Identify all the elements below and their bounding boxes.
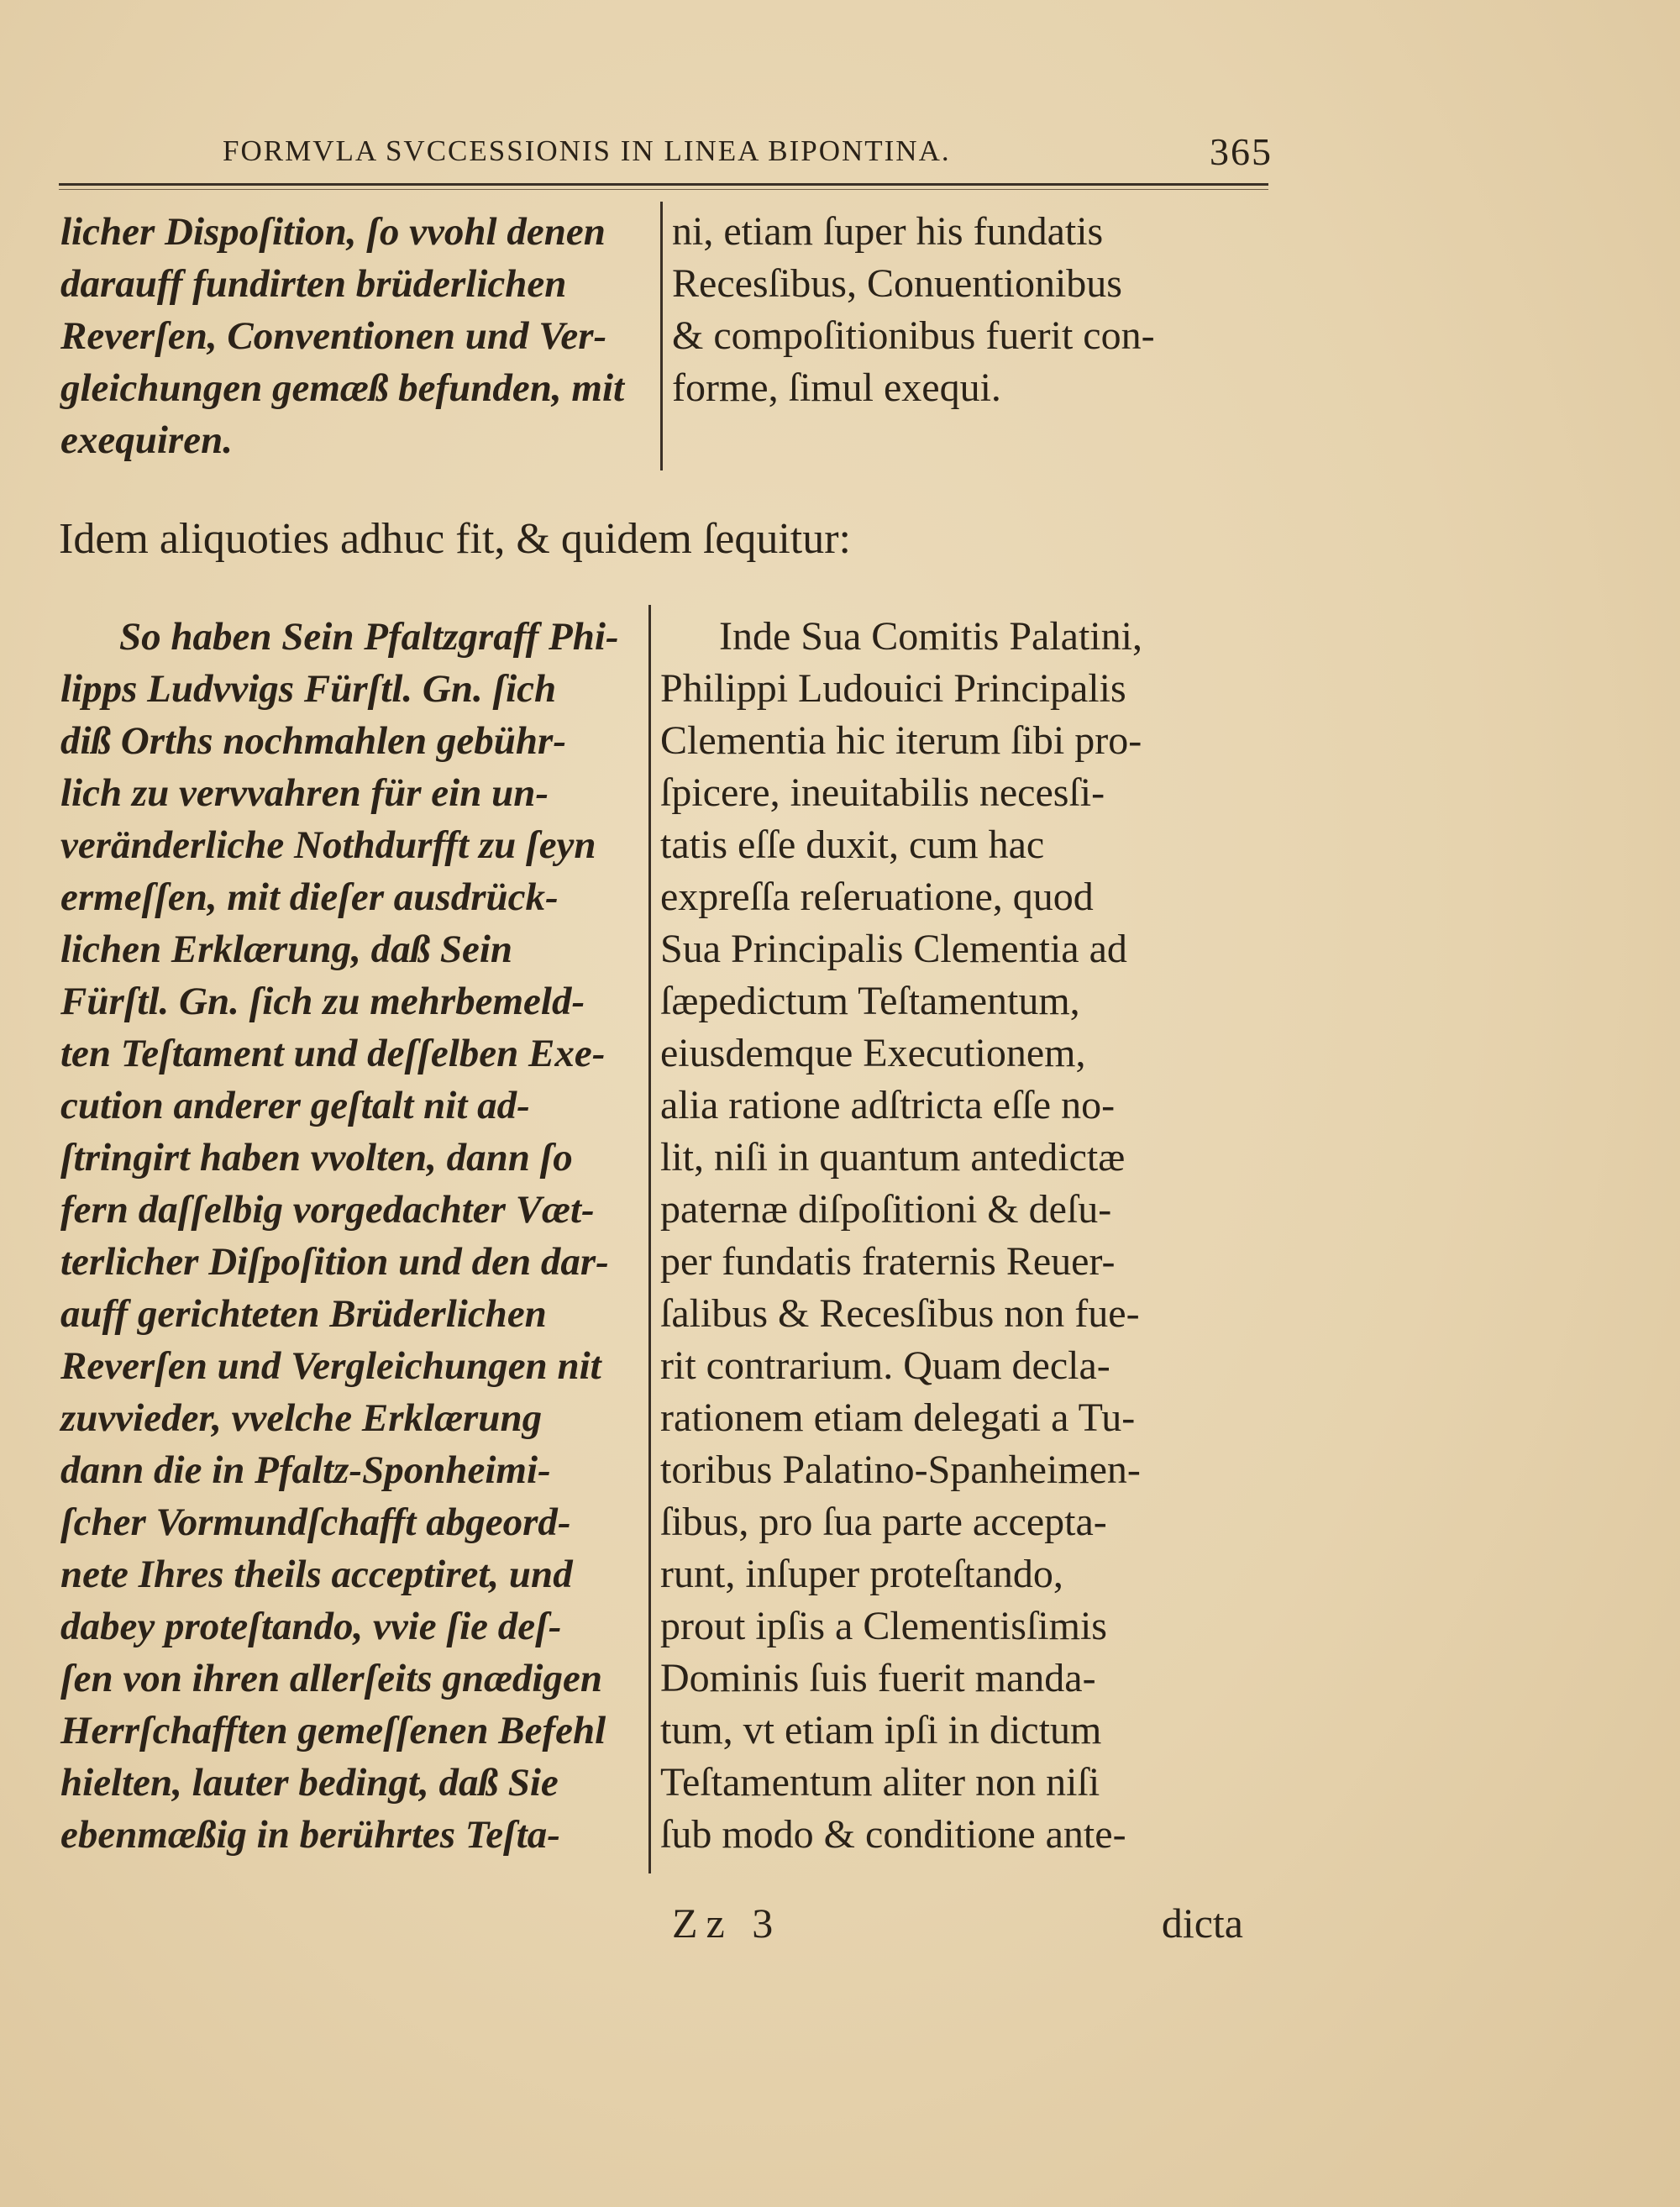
latin-line: Recesſibus, Conuentionibus	[672, 261, 1122, 306]
german-line: licher Dispoſition, ſo vvohl denen	[60, 210, 606, 254]
latin-line: forme, ſimul exequi.	[672, 365, 1001, 410]
column-divider-block2	[648, 605, 651, 1873]
german-line: lipps Ludvvigs Fürſtl. Gn. ſich	[60, 667, 557, 711]
latin-line: ſæpedictum Teſtamentum,	[660, 979, 1080, 1023]
german-line: dann die in Pfaltz-Sponheimi-	[60, 1448, 551, 1492]
german-line: ebenmæßig in berührtes Teſta-	[60, 1813, 560, 1857]
latin-column-block2	[660, 611, 1265, 1861]
german-line: cution anderer geſtalt nit ad-	[60, 1084, 530, 1127]
latin-line: ſibus, pro ſua parte accepta-	[660, 1500, 1107, 1544]
german-line: Reverſen und Vergleichungen nit	[60, 1344, 601, 1388]
german-line: hielten, lauter bedingt, daß Sie	[60, 1761, 559, 1805]
latin-line: expreſſa reſeruatione, quod	[660, 875, 1094, 919]
latin-line: paternæ diſpoſitioni & deſu-	[660, 1187, 1112, 1232]
german-line: ſcher Vormundſchafft abgeord-	[60, 1500, 571, 1544]
german-column-block1	[60, 206, 657, 466]
latin-line: Dominis ſuis fuerit manda-	[660, 1656, 1096, 1700]
latin-line: ſub modo & conditione ante-	[660, 1812, 1126, 1857]
latin-column-block1	[672, 206, 1268, 414]
latin-line: Sua Principalis Clementia ad	[660, 927, 1127, 971]
latin-line: Clementia hic iterum ſibi pro-	[660, 718, 1142, 763]
german-line: ſtringirt haben vvolten, dann ſo	[60, 1136, 573, 1180]
latin-line: per fundatis fraternis Reuer-	[660, 1239, 1116, 1284]
german-line: nete Ihres theils acceptiret, und	[60, 1553, 573, 1596]
latin-line: & compoſitionibus fuerit con-	[672, 313, 1155, 358]
latin-line: Inde Sua Comitis Palatini,	[719, 614, 1142, 659]
page-number: 365	[1210, 130, 1273, 173]
german-line: ten Teſtament und deſſelben Exe-	[60, 1032, 606, 1075]
german-line: veränderliche Nothdurfft zu ſeyn	[60, 823, 596, 867]
latin-line: alia ratione adſtricta eſſe no-	[660, 1083, 1116, 1127]
latin-line: eiusdemque Executionem,	[660, 1031, 1086, 1075]
german-line: diß Orths nochmahlen gebühr-	[60, 719, 567, 763]
latin-line: lit, niſi in quantum antedictæ	[660, 1135, 1126, 1180]
latin-line: runt, inſuper proteſtando,	[660, 1552, 1063, 1596]
german-line: lich zu vervvahren für ein un-	[60, 771, 549, 815]
german-line: gleichungen gemæß befunden, mit	[60, 366, 625, 410]
running-title: FORMVLA SVCCESSIONIS IN LINEA BIPONTINA.	[223, 134, 951, 167]
german-column-block2	[60, 611, 653, 1861]
column-divider-block1	[660, 202, 663, 470]
german-line: terlicher Diſpoſition und den dar-	[60, 1240, 609, 1284]
catchword: dicta	[1161, 1900, 1243, 1947]
running-header	[214, 130, 1273, 176]
latin-line: ſpicere, ineuitabilis necesſi-	[660, 770, 1105, 815]
bridge-sentence: Idem aliquoties adhuc fit, & quidem ſequitur:	[59, 515, 852, 563]
german-line: ermeſſen, mit dieſer ausdrück-	[60, 875, 559, 919]
latin-line: toribus Palatino-Spanheimen-	[660, 1448, 1141, 1492]
latin-line: ſalibus & Recesſibus non fue-	[660, 1291, 1140, 1336]
latin-line: rit contrarium. Quam decla-	[660, 1343, 1110, 1388]
header-rule	[59, 183, 1268, 186]
latin-line: Teſtamentum aliter non niſi	[660, 1760, 1100, 1805]
latin-line: tatis eſſe duxit, cum hac	[660, 822, 1045, 867]
german-line: fern daſſelbig vorgedachter Væt-	[60, 1188, 595, 1232]
latin-line: rationem etiam delegati a Tu-	[660, 1395, 1136, 1440]
latin-line: prout ipſis a Clementisſimis	[660, 1604, 1107, 1648]
german-line: Reverſen, Conventionen und Ver-	[60, 314, 607, 358]
german-line: lichen Erklærung, daß Sein	[60, 927, 513, 971]
german-line: auff gerichteten Brüderlichen	[60, 1292, 547, 1336]
signature-mark: Zz 3	[672, 1900, 782, 1947]
german-line: ſen von ihren allerſeits gnædigen	[60, 1657, 602, 1700]
german-line: exequiren.	[60, 418, 233, 462]
header-rule-thin	[59, 189, 1268, 190]
german-line: darauff fundirten brüderlichen	[60, 262, 567, 306]
latin-line: tum, vt etiam ipſi in dictum	[660, 1708, 1102, 1752]
latin-line: ni, etiam ſuper his fundatis	[672, 209, 1104, 254]
german-line: dabey proteſtando, vvie ſie deſ-	[60, 1605, 562, 1648]
german-line: Fürſtl. Gn. ſich zu mehrbemeld-	[60, 980, 585, 1023]
latin-line: Philippi Ludouici Principalis	[660, 666, 1126, 711]
german-line: Herrſchafften gemeſſenen Befehl	[60, 1709, 606, 1752]
german-line: zuvvieder, vvelche Erklærung	[60, 1396, 543, 1440]
german-line: So haben Sein Pfaltzgraff Phi-	[119, 615, 619, 659]
